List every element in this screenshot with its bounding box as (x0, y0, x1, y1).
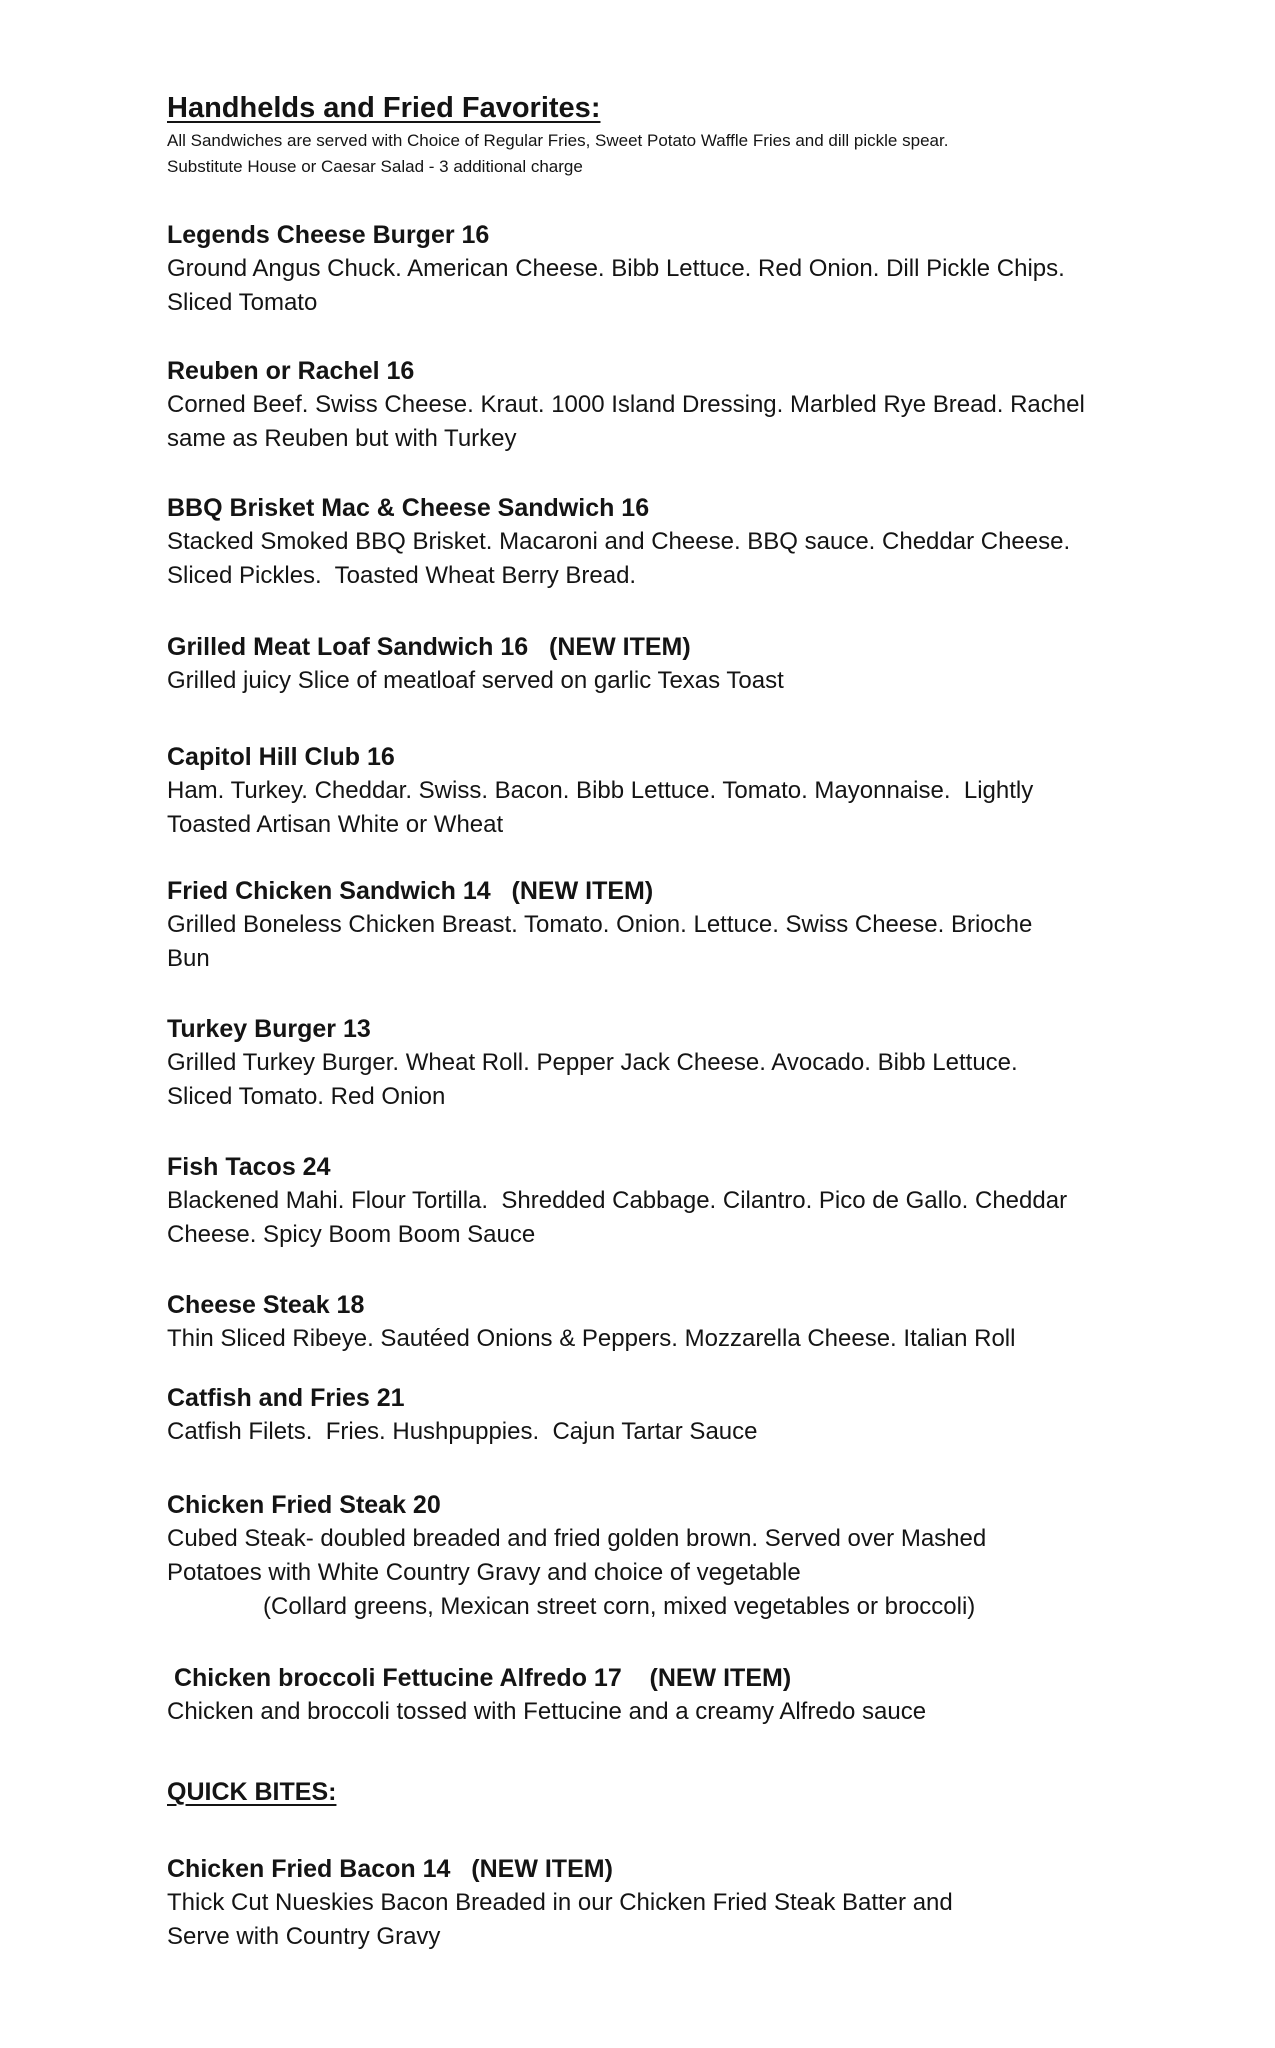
menu-item-fried-chicken-sandwich (167, 874, 1167, 976)
menu-item-cheese-steak (167, 1288, 1167, 1356)
menu-item-title: Chicken Fried Bacon 14 (NEW ITEM) (167, 1855, 613, 1883)
quick-bites-title: QUICK BITES: (167, 1778, 337, 1806)
menu-item-description: Blackened Mahi. Flour Tortilla. Shredded Cabbage. Cilantro. Pico de Gallo. Cheddar (167, 1187, 1068, 1214)
menu-item-chicken-fried-steak (167, 1488, 1167, 1624)
menu-item-grilled-meat-loaf-sandwich (167, 630, 1167, 698)
menu-item-description: Sliced Pickles. Toasted Wheat Berry Bread. (167, 562, 637, 589)
menu-item-title: Legends Cheese Burger 16 (167, 221, 490, 249)
menu-item-legends-cheese-burger (167, 218, 1167, 320)
menu-item-chicken-broccoli-fettucine (167, 1661, 1167, 1729)
menu-item-description: Thick Cut Nueskies Bacon Breaded in our Chicken Fried Steak Batter and (167, 1889, 953, 1916)
menu-item-description: Ground Angus Chuck. American Cheese. Bibb Lettuce. Red Onion. Dill Pickle Chips. (167, 255, 1065, 282)
menu-item-chicken-fried-bacon (167, 1852, 1167, 1954)
menu-item-description: Toasted Artisan White or Wheat (167, 811, 504, 838)
menu-item-title: Grilled Meat Loaf Sandwich 16 (NEW ITEM) (167, 633, 691, 661)
menu-item-reuben-or-rachel (167, 354, 1167, 456)
menu-item-title: Chicken Fried Steak 20 (167, 1491, 441, 1519)
menu-item-description: Grilled Boneless Chicken Breast. Tomato. Onion. Lettuce. Swiss Cheese. Brioche (167, 911, 1033, 938)
menu-item-description: Bun (167, 945, 210, 972)
menu-item-title: Fish Tacos 24 (167, 1153, 331, 1181)
menu-item-fish-tacos (167, 1150, 1167, 1252)
menu-item-description: Grilled juicy Slice of meatloaf served on garlic Texas Toast (167, 667, 784, 694)
menu-item-description: Chicken and broccoli tossed with Fettucine and a creamy Alfredo sauce (167, 1698, 927, 1725)
menu-page (167, 88, 1167, 1950)
menu-item-description: Cheese. Spicy Boom Boom Sauce (167, 1221, 536, 1248)
menu-item-vegetable-options: (Collard greens, Mexican street corn, mixed vegetables or broccoli) (263, 1593, 976, 1620)
menu-item-description: same as Reuben but with Turkey (167, 425, 517, 452)
menu-item-title: Fried Chicken Sandwich 14 (NEW ITEM) (167, 877, 654, 905)
menu-item-description: Grilled Turkey Burger. Wheat Roll. Pepper Jack Cheese. Avocado. Bibb Lettuce. (167, 1049, 1018, 1076)
menu-item-description: Thin Sliced Ribeye. Sautéed Onions & Peppers. Mozzarella Cheese. Italian Roll (167, 1325, 1016, 1352)
menu-item-description: Ham. Turkey. Cheddar. Swiss. Bacon. Bibb Lettuce. Tomato. Mayonnaise. Lightly (167, 777, 1034, 804)
menu-item-description: Cubed Steak- doubled breaded and fried golden brown. Served over Mashed (167, 1525, 987, 1552)
menu-item-description: Corned Beef. Swiss Cheese. Kraut. 1000 Island Dressing. Marbled Rye Bread. Rachel (167, 391, 1085, 418)
menu-item-title: Reuben or Rachel 16 (167, 357, 415, 385)
menu-item-title: Chicken broccoli Fettucine Alfredo 17 (NEW ITEM) (167, 1664, 792, 1692)
menu-item-description: Potatoes with White Country Gravy and choice of vegetable (167, 1559, 801, 1586)
menu-item-capitol-hill-club (167, 740, 1167, 842)
menu-item-title: Turkey Burger 13 (167, 1015, 371, 1043)
menu-item-bbq-brisket-sandwich (167, 491, 1167, 593)
menu-item-catfish-and-fries (167, 1381, 1167, 1449)
menu-item-description: Serve with Country Gravy (167, 1923, 441, 1950)
menu-item-description: Sliced Tomato. Red Onion (167, 1083, 446, 1110)
menu-item-description: Catfish Filets. Fries. Hushpuppies. Cajun Tartar Sauce (167, 1418, 758, 1445)
menu-item-title: Cheese Steak 18 (167, 1291, 365, 1319)
menu-item-description: Stacked Smoked BBQ Brisket. Macaroni and Cheese. BBQ sauce. Cheddar Cheese. (167, 528, 1071, 555)
menu-item-description: Sliced Tomato (167, 289, 318, 316)
menu-item-title: Catfish and Fries 21 (167, 1384, 405, 1412)
section-note: Substitute House or Caesar Salad - 3 additional charge (167, 157, 583, 176)
section-title: Handhelds and Fried Favorites: (167, 92, 601, 124)
menu-item-title: BBQ Brisket Mac & Cheese Sandwich 16 (167, 494, 650, 522)
menu-item-turkey-burger (167, 1012, 1167, 1114)
section-note: All Sandwiches are served with Choice of Regular Fries, Sweet Potato Waffle Fries and dill pickle spear. (167, 131, 949, 150)
menu-item-title: Capitol Hill Club 16 (167, 743, 395, 771)
